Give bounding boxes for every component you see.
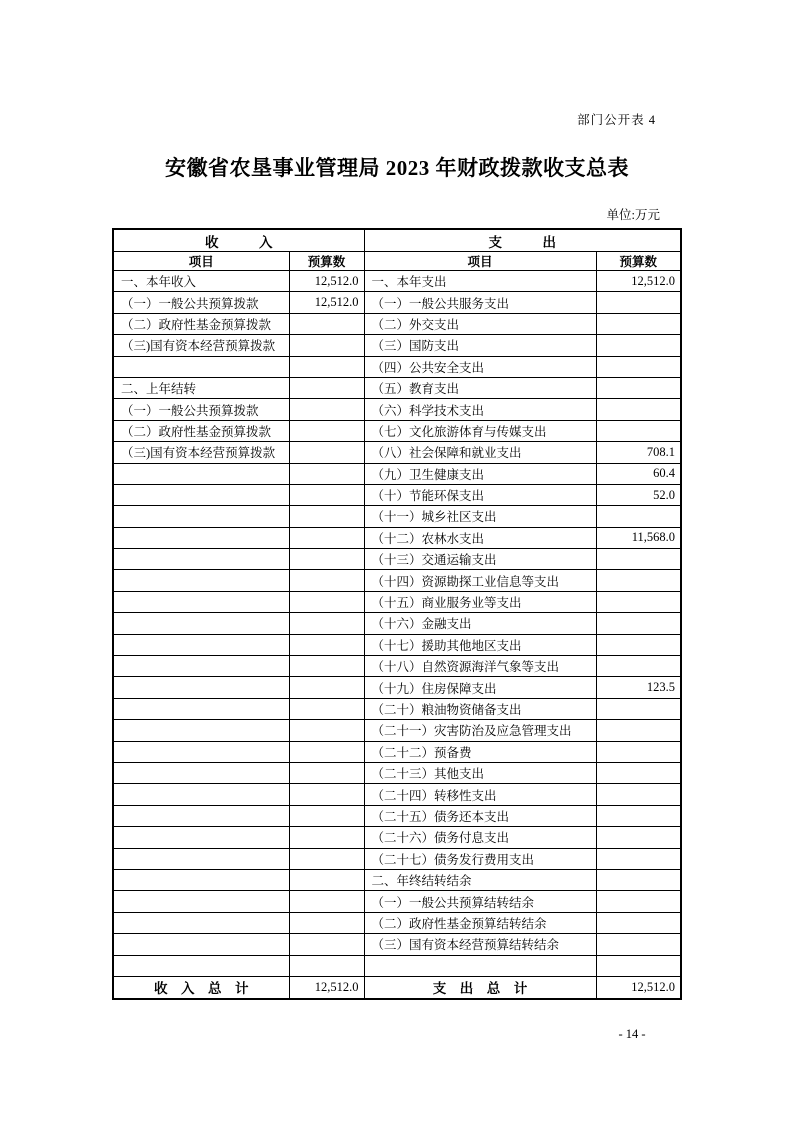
expense-item-col-header: 项目 (364, 252, 596, 271)
expense-value-cell (596, 613, 681, 634)
expense-budget-col-header: 预算数 (596, 252, 681, 271)
expense-item-cell: （十二）农林水支出 (364, 527, 596, 548)
income-value-cell (289, 656, 364, 677)
expense-value-cell (596, 848, 681, 869)
income-value-cell (289, 399, 364, 420)
table-row (113, 848, 681, 869)
income-item-cell (113, 698, 289, 719)
income-item-cell: （三)国有资本经营预算拨款 (113, 442, 289, 463)
table-row (113, 484, 681, 505)
income-value-cell (289, 848, 364, 869)
total-row (113, 976, 681, 999)
income-value-cell (289, 442, 364, 463)
income-item-cell (113, 955, 289, 976)
table-row (113, 827, 681, 848)
expense-total-label: 支 出 总 计 (364, 976, 596, 999)
expense-item-cell: （九）卫生健康支出 (364, 463, 596, 484)
expense-value-cell (596, 634, 681, 655)
income-item-cell (113, 934, 289, 955)
income-value-cell (289, 356, 364, 377)
table-row (113, 442, 681, 463)
income-item-cell (113, 591, 289, 612)
income-item-cell (113, 891, 289, 912)
unit-note: 单位:万元 (606, 208, 660, 222)
expense-item-cell: 二、年终结转结余 (364, 869, 596, 890)
expense-value-cell (596, 591, 681, 612)
expense-item-cell: （二十一）灾害防治及应急管理支出 (364, 720, 596, 741)
income-value-cell (289, 891, 364, 912)
income-value-cell (289, 335, 364, 356)
income-item-cell (113, 869, 289, 890)
expense-item-cell (364, 955, 596, 976)
expense-item-cell: （十三）交通运输支出 (364, 549, 596, 570)
expense-item-cell: 一、本年支出 (364, 271, 596, 292)
expense-item-cell: （二十四）转移性支出 (364, 784, 596, 805)
income-item-cell (113, 784, 289, 805)
expense-value-cell (596, 805, 681, 826)
income-value-cell (289, 634, 364, 655)
expense-value-cell (596, 335, 681, 356)
expense-item-cell: （十八）自然资源海洋气象等支出 (364, 656, 596, 677)
expense-value-cell: 123.5 (596, 677, 681, 698)
income-item-cell (113, 720, 289, 741)
table-row (113, 869, 681, 890)
income-value-cell (289, 805, 364, 826)
income-value-cell (289, 570, 364, 591)
expense-item-cell: （六）科学技术支出 (364, 399, 596, 420)
income-value-cell (289, 827, 364, 848)
income-item-cell (113, 356, 289, 377)
table-row (113, 271, 681, 292)
income-item-cell (113, 741, 289, 762)
table-row (113, 934, 681, 955)
income-item-cell (113, 912, 289, 933)
income-value-cell (289, 762, 364, 783)
income-item-cell: 二、上年结转 (113, 377, 289, 398)
income-total-value: 12,512.0 (289, 976, 364, 999)
table-row (113, 762, 681, 783)
income-item-cell: （一）一般公共预算拨款 (113, 292, 289, 313)
income-item-cell (113, 805, 289, 826)
column-header-row (113, 252, 681, 271)
income-item-cell (113, 506, 289, 527)
expense-value-cell (596, 549, 681, 570)
income-item-cell: （三)国有资本经营预算拨款 (113, 335, 289, 356)
expense-item-cell: （一）一般公共服务支出 (364, 292, 596, 313)
income-value-cell (289, 698, 364, 719)
expense-item-cell: （一）一般公共预算结转结余 (364, 891, 596, 912)
table-row (113, 784, 681, 805)
income-item-cell (113, 527, 289, 548)
doc-label: 部门公开表 4 (577, 113, 656, 127)
table-row (113, 549, 681, 570)
expense-value-cell (596, 741, 681, 762)
income-value-cell (289, 313, 364, 334)
income-value-cell (289, 377, 364, 398)
expense-item-cell: （二）政府性基金预算结转结余 (364, 912, 596, 933)
expense-value-cell (596, 720, 681, 741)
income-item-cell (113, 762, 289, 783)
income-item-cell (113, 634, 289, 655)
expense-value-cell: 708.1 (596, 442, 681, 463)
income-value-cell (289, 784, 364, 805)
income-value-cell (289, 591, 364, 612)
expense-value-cell (596, 420, 681, 441)
expense-value-cell (596, 506, 681, 527)
expense-item-cell: （二十）粮油物资储备支出 (364, 698, 596, 719)
table-row (113, 656, 681, 677)
income-budget-col-header: 预算数 (289, 252, 364, 271)
table-row (113, 805, 681, 826)
table-row (113, 891, 681, 912)
table-row (113, 570, 681, 591)
expense-value-cell (596, 934, 681, 955)
expense-item-cell: （十七）援助其他地区支出 (364, 634, 596, 655)
expense-value-cell (596, 784, 681, 805)
income-item-cell (113, 463, 289, 484)
income-item-cell (113, 484, 289, 505)
table-row (113, 634, 681, 655)
page-title: 安徽省农垦事业管理局 2023 年财政拨款收支总表 (165, 156, 629, 180)
expense-value-cell (596, 656, 681, 677)
income-item-cell (113, 848, 289, 869)
table-row (113, 356, 681, 377)
income-item-cell (113, 656, 289, 677)
income-item-cell (113, 677, 289, 698)
table-row (113, 399, 681, 420)
income-item-cell (113, 613, 289, 634)
section-header-row (113, 229, 681, 252)
table-row (113, 313, 681, 334)
expense-value-cell: 11,568.0 (596, 527, 681, 548)
table-row (113, 463, 681, 484)
income-item-cell: 一、本年收入 (113, 271, 289, 292)
table-row (113, 912, 681, 933)
expense-value-cell: 12,512.0 (596, 271, 681, 292)
expense-item-cell: （十五）商业服务业等支出 (364, 591, 596, 612)
income-value-cell: 12,512.0 (289, 292, 364, 313)
budget-rows (113, 271, 681, 977)
income-item-cell: （二）政府性基金预算拨款 (113, 420, 289, 441)
expense-item-cell: （五）教育支出 (364, 377, 596, 398)
expense-item-cell: （三）国有资本经营预算结转结余 (364, 934, 596, 955)
expense-value-cell (596, 912, 681, 933)
expense-value-cell (596, 955, 681, 976)
expense-item-cell: （十九）住房保障支出 (364, 677, 596, 698)
page-number: - 14 - (618, 1027, 646, 1041)
table-row (113, 741, 681, 762)
income-value-cell (289, 463, 364, 484)
income-item-cell (113, 549, 289, 570)
expense-value-cell (596, 292, 681, 313)
expense-item-cell: （二）外交支出 (364, 313, 596, 334)
income-value-cell (289, 869, 364, 890)
expense-item-cell: （二十六）债务付息支出 (364, 827, 596, 848)
income-value-cell (289, 484, 364, 505)
income-item-cell: （一）一般公共预算拨款 (113, 399, 289, 420)
income-value-cell (289, 955, 364, 976)
expense-value-cell (596, 698, 681, 719)
table-row (113, 292, 681, 313)
table-row (113, 335, 681, 356)
table-row (113, 420, 681, 441)
expense-value-cell (596, 356, 681, 377)
income-value-cell (289, 934, 364, 955)
income-value-cell (289, 720, 364, 741)
expense-item-cell: （三）国防支出 (364, 335, 596, 356)
income-value-cell (289, 741, 364, 762)
income-total-label: 收 入 总 计 (113, 976, 289, 999)
expense-value-cell (596, 399, 681, 420)
expense-item-cell: （七）文化旅游体育与传媒支出 (364, 420, 596, 441)
income-value-cell (289, 613, 364, 634)
expense-item-cell: （二十二）预备费 (364, 741, 596, 762)
income-item-cell (113, 827, 289, 848)
expense-value-cell (596, 377, 681, 398)
expense-value-cell (596, 827, 681, 848)
table-row (113, 613, 681, 634)
expense-item-cell: （二十五）债务还本支出 (364, 805, 596, 826)
expense-item-cell: （四）公共安全支出 (364, 356, 596, 377)
expense-item-cell: （十一）城乡社区支出 (364, 506, 596, 527)
table-row (113, 377, 681, 398)
expense-value-cell (596, 891, 681, 912)
budget-table (112, 228, 682, 1000)
expense-value-cell (596, 762, 681, 783)
table-row (113, 955, 681, 976)
income-item-cell (113, 570, 289, 591)
income-value-cell (289, 677, 364, 698)
expense-item-cell: （十六）金融支出 (364, 613, 596, 634)
expense-section-header: 支 出 (364, 229, 681, 252)
income-section-header: 收 入 (113, 229, 364, 252)
expense-item-cell: （八）社会保障和就业支出 (364, 442, 596, 463)
income-value-cell (289, 506, 364, 527)
income-value-cell: 12,512.0 (289, 271, 364, 292)
table-row (113, 720, 681, 741)
expense-total-value: 12,512.0 (596, 976, 681, 999)
income-item-cell: （二）政府性基金预算拨款 (113, 313, 289, 334)
income-value-cell (289, 549, 364, 570)
expense-item-cell: （二十七）债务发行费用支出 (364, 848, 596, 869)
expense-value-cell: 60.4 (596, 463, 681, 484)
table-row (113, 698, 681, 719)
expense-value-cell: 52.0 (596, 484, 681, 505)
expense-item-cell: （十四）资源勘探工业信息等支出 (364, 570, 596, 591)
expense-value-cell (596, 869, 681, 890)
income-value-cell (289, 420, 364, 441)
expense-value-cell (596, 570, 681, 591)
table-row (113, 591, 681, 612)
income-item-col-header: 项目 (113, 252, 289, 271)
expense-item-cell: （十）节能环保支出 (364, 484, 596, 505)
table-row (113, 506, 681, 527)
income-value-cell (289, 527, 364, 548)
expense-item-cell: （二十三）其他支出 (364, 762, 596, 783)
expense-value-cell (596, 313, 681, 334)
income-value-cell (289, 912, 364, 933)
table-row (113, 527, 681, 548)
table-row (113, 677, 681, 698)
